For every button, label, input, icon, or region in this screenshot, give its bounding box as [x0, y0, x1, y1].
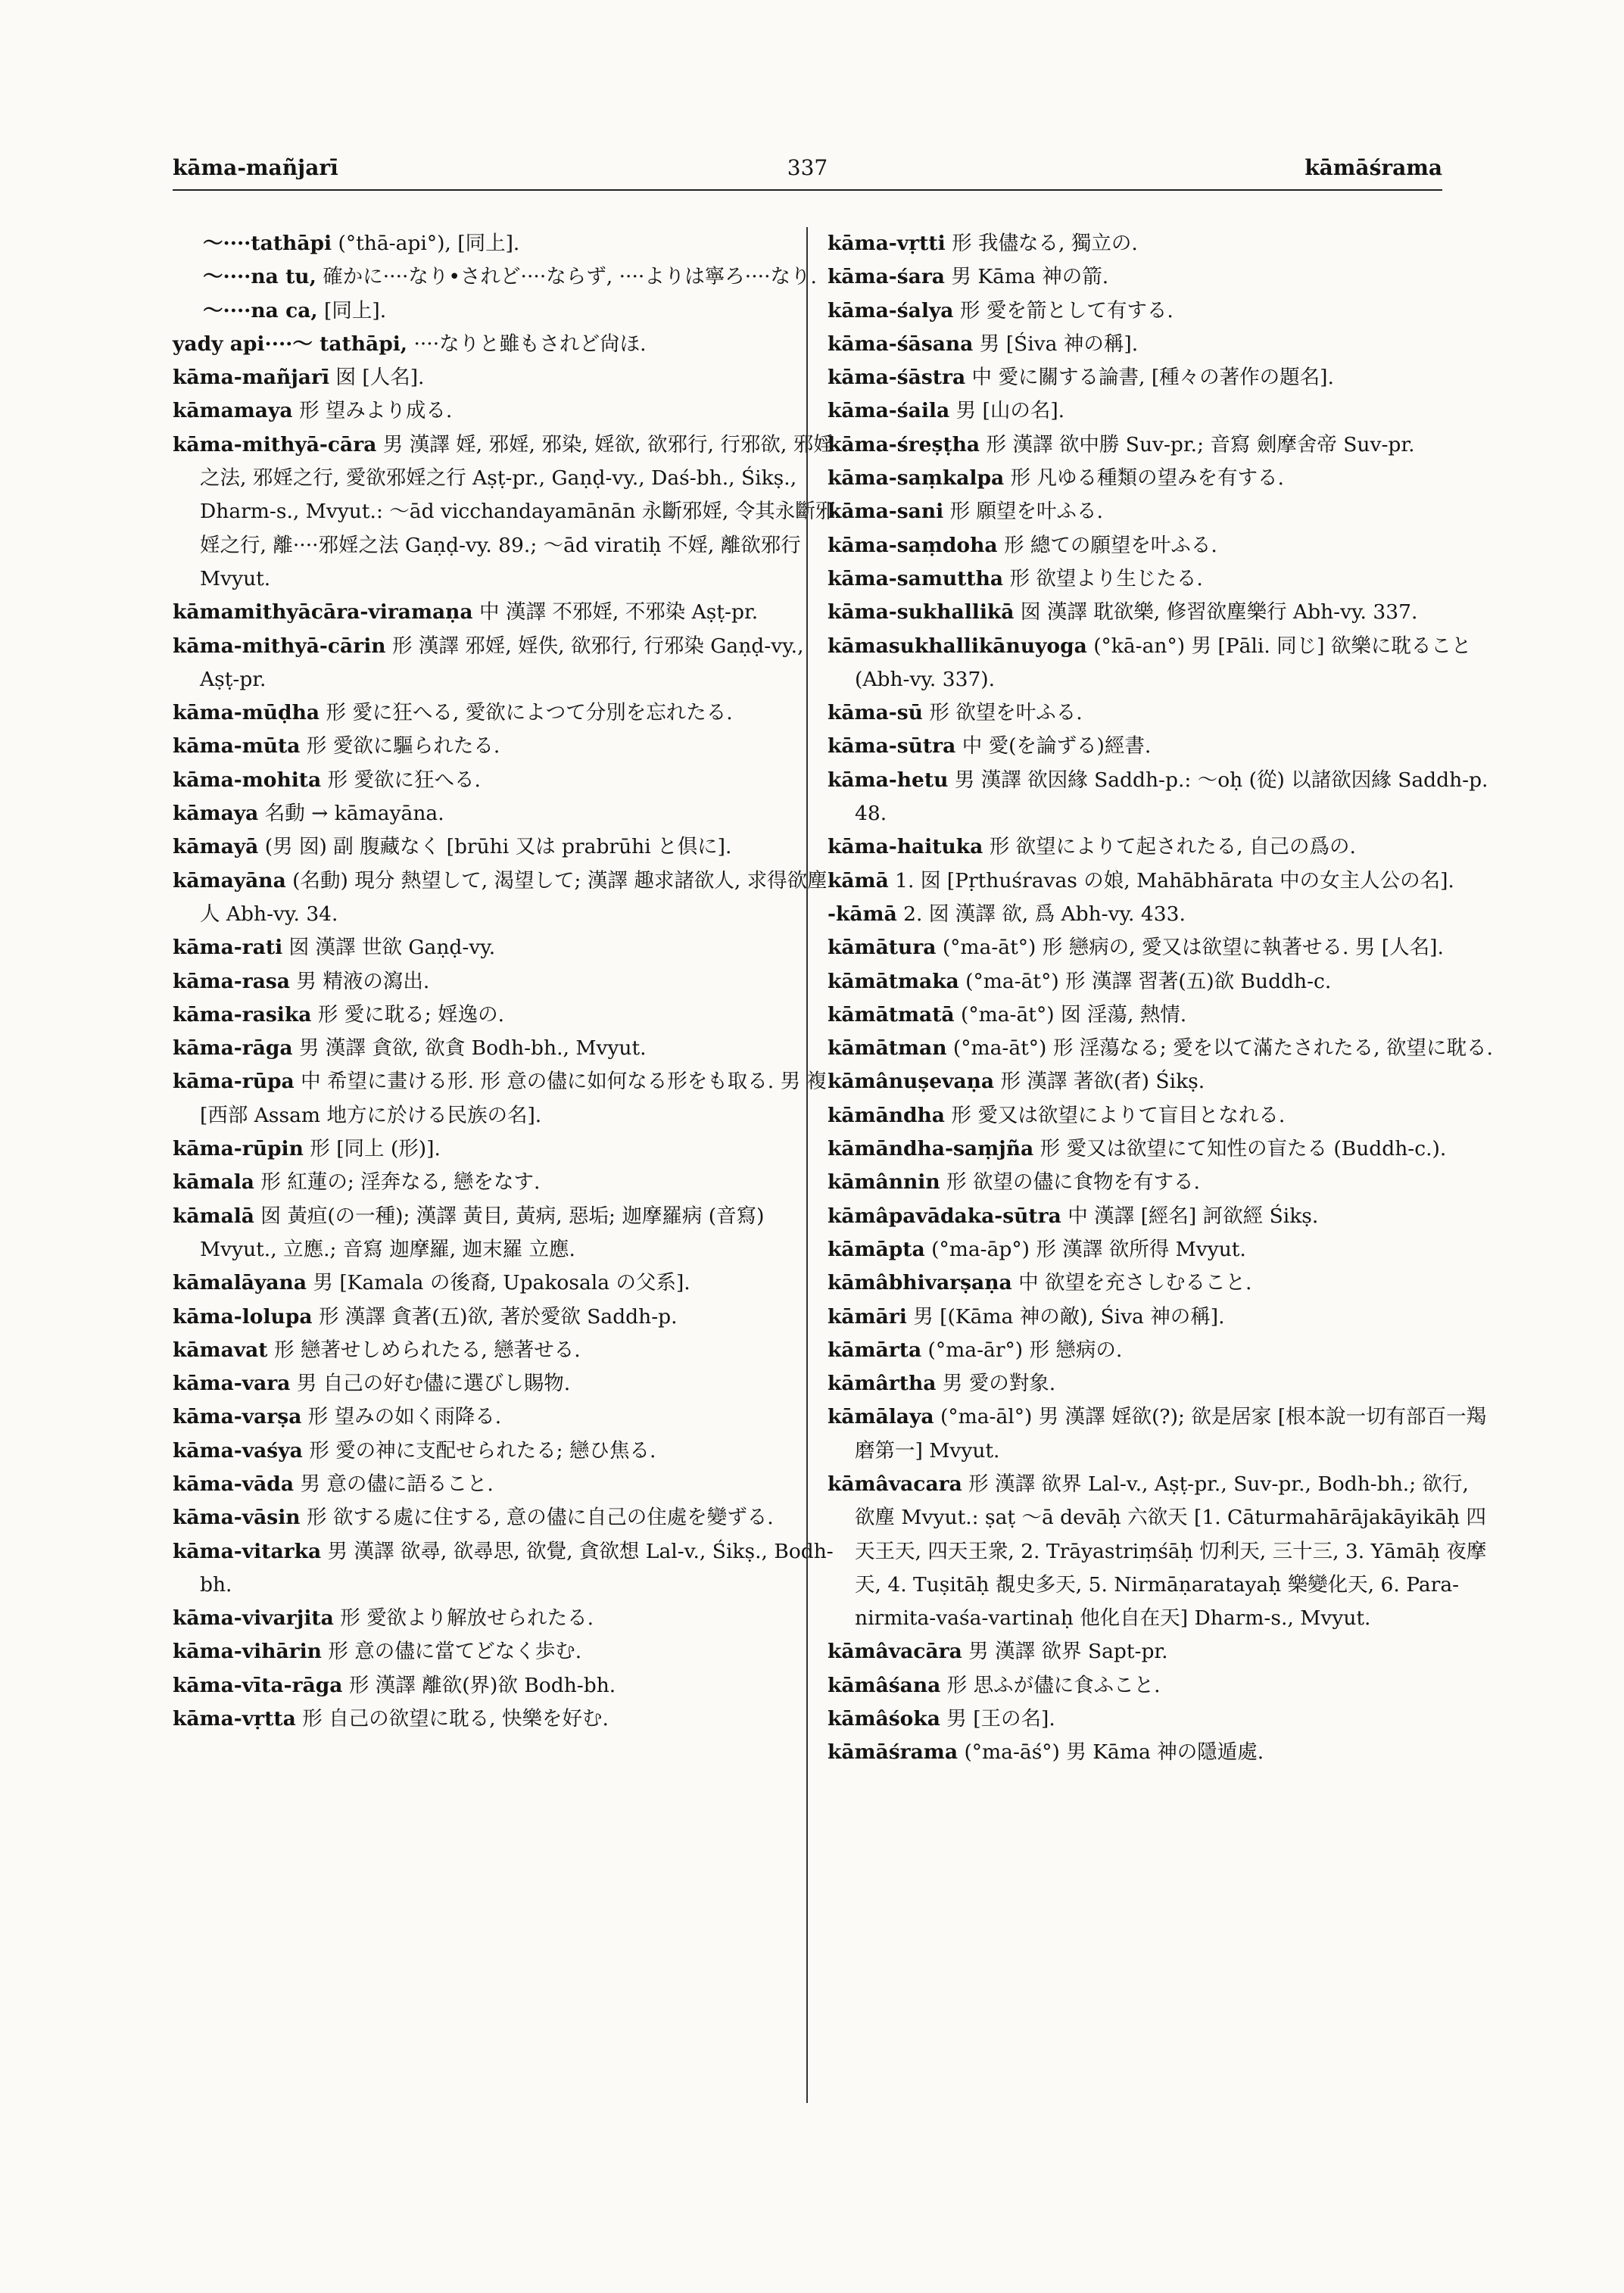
- header-rule: [173, 189, 1442, 191]
- entry-headword: kāma-rāga: [173, 1036, 293, 1061]
- dictionary-entry: [828, 1266, 1494, 1300]
- dictionary-entry: [828, 394, 1494, 428]
- entry-headword: kāmâśana: [828, 1673, 941, 1697]
- running-header: [173, 155, 1442, 188]
- entry-definition: 形 愛に耽る; 婬逸の.: [311, 1002, 505, 1027]
- dictionary-entry: [828, 1367, 1494, 1400]
- entry-definition: 形 漢譯 欲界 Lal-v., Aṣṭ-pr., Suv-pr., Bodh-bh.; 欲行, 欲塵 Mvyut.: ṣaṭ 〜ā devāḥ 六欲天 [1. Cāturmahārājakāyikāḥ 四天王天, 四天王衆, 2. Trāyastriṃśāḥ 忉利天, 三十三, 3. Yāmāḥ 夜摩天, 4. Tuṣitāḥ 覩史多天, 5. Nirmāṇaratayaḥ 樂變化天, 6. Para-nirmita-vaśa-vartinaḥ 他化自在天] Dharm-s., Mvyut.: [855, 1472, 1487, 1631]
- entry-definition: 男 漢譯 欲因緣 Saddh-p.: 〜oḥ (從) 以諸欲因緣 Saddh-p. 48.: [855, 768, 1488, 826]
- entry-definition: 形 紅蓮の; 淫奔なる, 戀をなす.: [254, 1170, 541, 1195]
- entry-headword: kāma-samuttha: [828, 566, 1004, 590]
- entry-definition: 形 欲する處に住する, 意の儘に自己の住處を變ずる.: [300, 1506, 774, 1530]
- entry-definition: 形 愛に狂へる, 愛欲によつて分別を忘れたる.: [320, 701, 733, 725]
- dictionary-entry: [828, 529, 1494, 562]
- dictionary-entry: [828, 1468, 1494, 1635]
- entry-headword: kāma-saṃkalpa: [828, 466, 1005, 491]
- entry-definition: 男 漢譯 婬, 邪婬, 邪染, 婬欲, 欲邪行, 行邪欲, 邪婬之法, 邪婬之行, 愛欲邪婬之行 Aṣṭ-pr., Gaṇḍ-vy., Daś-bh., Śikṣ., Dharm-s., Mvyut.: 〜ād vicchandayamānān 永斷邪婬, 令其永斷邪婬之行, 離····邪婬之法 Gaṇḍ-vy. 89.; 〜ād viratiḥ 不婬, 離欲邪行 Mvyut.: [200, 432, 836, 590]
- entry-headword: kāmāpta: [828, 1237, 925, 1261]
- entry-headword: kāma-śāstra: [828, 366, 966, 390]
- entry-definition: [同上].: [317, 298, 387, 322]
- dictionary-entry: [173, 1669, 839, 1703]
- entry-headword: kāmāri: [828, 1304, 907, 1329]
- entry-headword: kāma-mohita: [173, 768, 322, 792]
- dictionary-entry: [828, 1703, 1494, 1736]
- entry-headword: kāma-vīta-rāga: [173, 1673, 343, 1697]
- entry-headword: kāma-sūtra: [828, 734, 956, 759]
- dictionary-entry: [173, 1132, 839, 1166]
- entry-headword: kāma-śalya: [828, 298, 954, 322]
- dictionary-entry: [173, 1703, 839, 1736]
- dictionary-entry: [173, 730, 839, 763]
- dictionary-entry: [173, 1400, 839, 1434]
- header-right-guideword: kāmāśrama: [1304, 155, 1442, 180]
- dictionary-entry: [173, 1367, 839, 1400]
- dictionary-entry: [173, 1301, 839, 1334]
- entry-definition: (°ma-āt°) 形 戀病の, 愛又は欲望に執著せる. 男 [人名].: [936, 936, 1444, 960]
- dictionary-entry: [828, 596, 1494, 629]
- entry-definition: 男 [(Kāma 神の敵), Śiva 神の稱].: [906, 1304, 1225, 1329]
- dictionary-entry: [173, 764, 839, 797]
- entry-headword: kāma-sani: [828, 500, 944, 524]
- entry-headword: kāma-śara: [828, 265, 945, 289]
- entry-headword: kāmāndha: [828, 1103, 945, 1127]
- entry-headword: -kāmā: [828, 902, 897, 926]
- entry-headword: kāma-śreṣṭha: [828, 432, 980, 456]
- entry-definition: 男 自己の好む儘に選びし賜物.: [290, 1372, 571, 1396]
- entry-headword: 〜····na tu,: [203, 265, 316, 289]
- entry-definition: 中 漢譯 [經名] 訶欲經 Śikṣ.: [1061, 1204, 1319, 1228]
- dictionary-entry: [173, 1266, 839, 1300]
- dictionary-entry: [828, 1669, 1494, 1703]
- entry-definition: 形 愛又は欲望にて知性の盲たる (Buddh-c.).: [1033, 1137, 1447, 1161]
- entry-headword: kāmalā: [173, 1204, 254, 1228]
- dictionary-entry: [828, 1065, 1494, 1098]
- right-column: [828, 227, 1494, 1770]
- entry-definition: 形 望みより成る.: [292, 399, 453, 423]
- entry-definition: 形 欲望より生じたる.: [1003, 566, 1203, 590]
- entry-definition: 男 Kāma 神の箭.: [944, 265, 1109, 289]
- entry-definition: 形 總ての願望を叶ふる.: [997, 533, 1217, 557]
- dictionary-entry: [828, 1099, 1494, 1132]
- entry-headword: kāmâvacara: [828, 1472, 962, 1496]
- entry-definition: 男 漢譯 欲界 Sapt-pr.: [962, 1640, 1168, 1664]
- dictionary-entry: [173, 931, 839, 964]
- dictionary-entry: [828, 1200, 1494, 1233]
- entry-definition: 中 欲望を充さしむること.: [1011, 1271, 1252, 1295]
- entry-headword: kāmārta: [828, 1338, 922, 1362]
- entry-definition: 囡 漢譯 世欲 Gaṇḍ-vy.: [282, 936, 496, 960]
- dictionary-entry: [828, 865, 1494, 898]
- entry-definition: 形 愛の神に支配せられたる; 戀ひ焦る.: [302, 1438, 656, 1463]
- dictionary-entry: [828, 830, 1494, 864]
- entry-headword: kāma-śāsana: [828, 332, 974, 356]
- dictionary-entry: [173, 294, 839, 328]
- dictionary-entry: [173, 1468, 839, 1501]
- entry-definition: (°ma-āl°) 男 漢譯 婬欲(?); 欲是居家 [根本說一切有部百一羯磨第一] Mvyut.: [855, 1405, 1487, 1463]
- entry-definition: (°ma-āt°) 形 淫蕩なる; 愛を以て滿たされたる, 欲望に耽る.: [946, 1036, 1493, 1061]
- dictionary-entry: [173, 260, 839, 294]
- dictionary-entry: [828, 1301, 1494, 1334]
- entry-headword: kāmaya: [173, 802, 259, 826]
- entry-definition: 形 凡ゆる種類の望みを有する.: [1004, 466, 1284, 491]
- dictionary-entry: [173, 1435, 839, 1468]
- entry-definition: 確かに····なり•されど····ならず, ····よりは寧ろ····なり.: [316, 265, 817, 289]
- entry-headword: kāmâpavādaka-sūtra: [828, 1204, 1061, 1228]
- entry-definition: 形 欲望を叶ふる.: [922, 701, 1083, 725]
- header-left-guideword: kāma-mañjarī: [173, 155, 338, 180]
- entry-headword: kāma-vitarka: [173, 1539, 322, 1563]
- dictionary-entry: [828, 294, 1494, 328]
- dictionary-entry: [173, 1334, 839, 1367]
- dictionary-entry: [828, 764, 1494, 831]
- dictionary-entry: [828, 630, 1494, 697]
- entry-definition: 中 希望に畫ける形. 形 意の儘に如何なる形をも取る. 男 複 [西部 Assam 地方に於ける民族の名].: [200, 1070, 828, 1127]
- entry-definition: 男 [王の名].: [940, 1707, 1055, 1731]
- dictionary-entry: [173, 328, 839, 361]
- entry-headword: kāma-rasa: [173, 969, 290, 993]
- dictionary-entry: [173, 630, 839, 697]
- left-column: [173, 227, 839, 1736]
- entry-definition: 形 漢譯 離欲(界)欲 Bodh-bh.: [342, 1673, 616, 1697]
- entry-headword: kāmamithyācāra-viramaṇa: [173, 600, 473, 625]
- entry-headword: kāmayā: [173, 835, 259, 859]
- entry-headword: kāma-vihārin: [173, 1640, 322, 1664]
- dictionary-entry: [173, 394, 839, 428]
- entry-definition: 中 漢譯 不邪婬, 不邪染 Aṣṭ-pr.: [472, 600, 759, 625]
- entry-headword: kāmā: [828, 868, 889, 893]
- entry-definition: 形 [同上 (形)].: [303, 1137, 441, 1161]
- dictionary-entry: [173, 1635, 839, 1668]
- entry-definition: 囡 漢譯 耽欲樂, 修習欲塵樂行 Abh-vy. 337.: [1014, 600, 1418, 625]
- page-number: 337: [787, 155, 828, 180]
- dictionary-entry: [828, 898, 1494, 931]
- entry-definition: 形 願望を叶ふる.: [943, 500, 1103, 524]
- entry-headword: kāma-mañjarī: [173, 366, 330, 390]
- entry-definition: 形 戀著せしめられたる, 戀著せる.: [267, 1338, 581, 1362]
- entry-headword: kāma-mūḍha: [173, 701, 320, 725]
- entry-definition: 形 愛又は欲望によりて盲目となれる.: [944, 1103, 1286, 1127]
- dictionary-entry: [173, 1032, 839, 1065]
- entry-headword: kāmavat: [173, 1338, 268, 1362]
- entry-headword: 〜····tathāpi: [203, 232, 332, 255]
- entry-definition: 中 愛(を論ずる)經書.: [955, 734, 1152, 759]
- entry-headword: yady api····〜 tathāpi,: [173, 332, 408, 356]
- dictionary-entry: [828, 428, 1494, 462]
- dictionary-entry: [828, 1334, 1494, 1367]
- entry-definition: 形 愛を箭として有する.: [953, 298, 1174, 322]
- entry-definition: (°kā-an°) 男 [Pāli. 同じ] 欲樂に耽ること (Abh-vy. 337).: [855, 634, 1472, 691]
- entry-headword: kāmala: [173, 1170, 254, 1195]
- entry-headword: kāma-vara: [173, 1372, 291, 1396]
- entry-headword: kāma-vāda: [173, 1472, 295, 1496]
- entry-definition: 形 愛欲に驅られたる.: [300, 734, 500, 759]
- entry-definition: 形 欲望によりて起されたる, 自己の爲の.: [983, 835, 1356, 859]
- dictionary-entry: [173, 865, 839, 932]
- entry-headword: kāmalāyana: [173, 1271, 307, 1295]
- entry-headword: kāmasukhallikānuyoga: [828, 634, 1087, 658]
- entry-definition: 形 欲望の儘に食物を有する.: [940, 1170, 1200, 1195]
- entry-definition: 形 漢譯 邪婬, 婬佚, 欲邪行, 行邪染 Gaṇḍ-vy., Aṣṭ-pr.: [200, 634, 804, 691]
- entry-definition: (°ma-āp°) 形 漢譯 欲所得 Mvyut.: [924, 1237, 1246, 1261]
- entry-headword: kāma-varṣa: [173, 1405, 302, 1429]
- dictionary-entry: [828, 227, 1494, 260]
- dictionary-entry: [828, 931, 1494, 964]
- entry-headword: kāma-mūta: [173, 734, 301, 759]
- entry-headword: kāma-vṛtti: [828, 232, 946, 255]
- entry-definition: 形 自己の欲望に耽る, 快樂を好む.: [295, 1707, 609, 1731]
- dictionary-entry: [173, 361, 839, 394]
- entry-headword: kāma-rūpa: [173, 1070, 295, 1094]
- entry-definition: 男 [Śiva 神の稱].: [973, 332, 1139, 356]
- dictionary-entry: [828, 260, 1494, 294]
- dictionary-entry: [173, 1602, 839, 1635]
- dictionary-entry: [828, 730, 1494, 763]
- entry-definition: ····なりと雖もされど尙ほ.: [407, 332, 647, 356]
- entry-definition: 1. 囡 [Pṛthuśravas の娘, Mahābhārata 中の女主人公の名].: [888, 868, 1454, 893]
- entry-definition: 形 望みの如く雨降る.: [301, 1405, 502, 1429]
- entry-definition: 男 意の儘に語ること.: [294, 1472, 494, 1496]
- entry-definition: (°ma-āt°) 囡 淫蕩, 熱情.: [954, 1002, 1187, 1027]
- dictionary-entry: [828, 361, 1494, 394]
- column-divider: [806, 227, 808, 2103]
- dictionary-entry: [173, 1200, 839, 1267]
- dictionary-entry: [828, 1032, 1494, 1065]
- entry-headword: kāmânuṣevaṇa: [828, 1070, 995, 1094]
- entry-definition: 男 精液の瀉出.: [289, 969, 430, 993]
- dictionary-entry: [173, 1501, 839, 1534]
- entry-definition: 中 愛に關する論書, [種々の著作の題名].: [965, 366, 1334, 390]
- entry-definition: 2. 囡 漢譯 欲, 爲 Abh-vy. 433.: [896, 902, 1186, 926]
- entry-definition: 形 漢譯 貪著(五)欲, 著於愛欲 Saddh-p.: [312, 1304, 678, 1329]
- dictionary-entry: [828, 1166, 1494, 1199]
- entry-definition: 囡 [人名].: [329, 366, 425, 390]
- entry-headword: kāmātura: [828, 936, 937, 960]
- entry-definition: (°ma-ār°) 形 戀病の.: [921, 1338, 1123, 1362]
- entry-definition: (男 囡) 副 腹藏なく [brūhi 又は prabrūhi と倶に].: [258, 835, 732, 859]
- dictionary-entry: [828, 1132, 1494, 1166]
- entry-headword: kāma-lolupa: [173, 1304, 313, 1329]
- entry-definition: 形 愛欲に狂へる.: [321, 768, 481, 792]
- entry-definition: 男 [Kamala の後裔, Upakosala の父系].: [307, 1271, 690, 1295]
- dictionary-entry: [828, 696, 1494, 730]
- dictionary-entry: [173, 965, 839, 999]
- dictionary-entry: [173, 999, 839, 1032]
- entry-headword: kāma-rati: [173, 936, 283, 960]
- entry-headword: kāmâbhivarṣaṇa: [828, 1271, 1012, 1295]
- dictionary-entry: [173, 596, 839, 629]
- entry-headword: kāma-vṛtta: [173, 1707, 296, 1731]
- entry-definition: (名動) 現分 熱望して, 渴望して; 漢譯 趣求諸欲人, 求得欲塵人 Abh-vy. 34.: [200, 868, 828, 926]
- dictionary-entry: [173, 227, 839, 260]
- entry-headword: kāma-saṃdoha: [828, 533, 998, 557]
- entry-definition: 形 思ふが儘に食ふこと.: [940, 1673, 1161, 1697]
- entry-headword: kāmātman: [828, 1036, 947, 1061]
- entry-headword: kāma-haituka: [828, 835, 983, 859]
- entry-headword: kāma-hetu: [828, 768, 949, 792]
- entry-headword: kāmātmatā: [828, 1002, 955, 1027]
- entry-definition: (°ma-āś°) 男 Kāma 神の隱遁處.: [958, 1740, 1264, 1765]
- entry-headword: kāma-śaila: [828, 399, 950, 423]
- dictionary-entry: [828, 999, 1494, 1032]
- entry-definition: 囡 黃疸(の一種); 漢譯 黃目, 黃病, 惡垢; 迦摩羅病 (音寫) Mvyut., 立應.; 音寫 迦摩羅, 迦末羅 立應.: [200, 1204, 765, 1261]
- dictionary-entry: [828, 965, 1494, 999]
- dictionary-entry: [828, 1400, 1494, 1468]
- entry-headword: kāma-sukhallikā: [828, 600, 1015, 625]
- dictionary-entry: [173, 696, 839, 730]
- dictionary-entry: [173, 428, 839, 596]
- dictionary-entry: [173, 1166, 839, 1199]
- dictionary-entry: [173, 830, 839, 864]
- entry-headword: kāmamaya: [173, 399, 293, 423]
- entry-headword: kāmâśoka: [828, 1707, 940, 1731]
- entry-headword: kāma-mithyā-cāra: [173, 432, 377, 456]
- entry-definition: 形 愛欲より解放せられたる.: [333, 1606, 594, 1631]
- entry-headword: kāmâvacāra: [828, 1640, 962, 1664]
- entry-headword: kāmāśrama: [828, 1740, 959, 1765]
- dictionary-entry: [828, 1736, 1494, 1769]
- entry-headword: kāma-vāsin: [173, 1506, 301, 1530]
- dictionary-entry: [828, 462, 1494, 495]
- entry-headword: kāmālaya: [828, 1405, 934, 1429]
- dictionary-entry: [173, 797, 839, 830]
- entry-headword: 〜····na ca,: [203, 298, 318, 322]
- entry-headword: kāma-rasika: [173, 1002, 312, 1027]
- entry-headword: kāma-mithyā-cārin: [173, 634, 386, 658]
- entry-headword: kāmânnin: [828, 1170, 940, 1195]
- entry-definition: (°thā-api°), [同上].: [332, 232, 520, 255]
- entry-definition: 男 漢譯 欲尋, 欲尋思, 欲覺, 貪欲想 Lal-v., Śikṣ., Bodh-bh.: [200, 1539, 834, 1597]
- dictionary-entry: [828, 1233, 1494, 1266]
- entry-headword: kāmârtha: [828, 1372, 937, 1396]
- entry-headword: kāma-sū: [828, 701, 923, 725]
- dictionary-entry: [173, 1535, 839, 1603]
- entry-definition: 男 愛の對象.: [936, 1372, 1056, 1396]
- entry-definition: 形 意の儘に當てどなく歩む.: [321, 1640, 582, 1664]
- entry-definition: 形 漢譯 欲中勝 Suv-pr.; 音寫 劍摩舍帝 Suv-pr.: [980, 432, 1415, 456]
- entry-definition: 形 我儘なる, 獨立の.: [945, 232, 1138, 255]
- entry-definition: 名動 → kāmayāna.: [258, 802, 444, 826]
- entry-definition: 形 漢譯 著欲(者) Śikṣ.: [994, 1070, 1205, 1094]
- dictionary-entry: [828, 495, 1494, 528]
- entry-definition: 男 [山の名].: [949, 399, 1065, 423]
- entry-headword: kāmayāna: [173, 868, 286, 893]
- dictionary-entry: [828, 1635, 1494, 1668]
- entry-definition: 男 漢譯 貪欲, 欲貪 Bodh-bh., Mvyut.: [292, 1036, 647, 1061]
- dictionary-entry: [828, 562, 1494, 596]
- entry-headword: kāma-vaśya: [173, 1438, 303, 1463]
- dictionary-entry: [828, 328, 1494, 361]
- entry-definition: (°ma-āt°) 形 漢譯 習著(五)欲 Buddh-c.: [959, 969, 1332, 993]
- entry-headword: kāmāndha-saṃjña: [828, 1137, 1034, 1161]
- entry-headword: kāma-vivarjita: [173, 1606, 334, 1631]
- entry-headword: kāma-rūpin: [173, 1137, 304, 1161]
- dictionary-entry: [173, 1065, 839, 1132]
- entry-headword: kāmātmaka: [828, 969, 959, 993]
